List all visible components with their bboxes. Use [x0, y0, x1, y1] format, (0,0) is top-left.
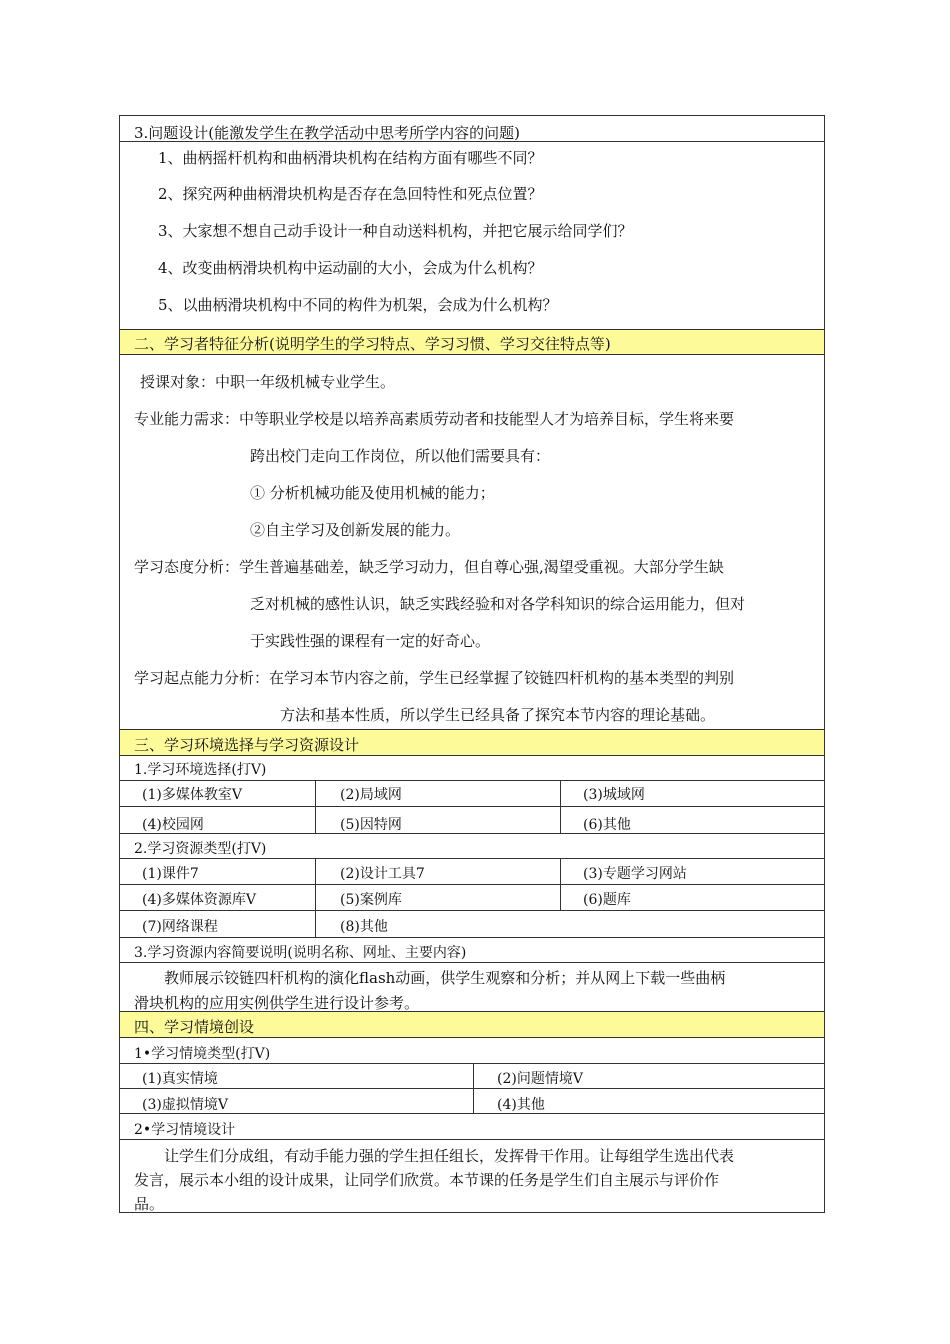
resource-option: (7)网络课程	[142, 919, 218, 935]
resource-option: (2)设计工具7	[340, 866, 425, 882]
section-heading-environment: 三、学习环境选择与学习资源设计	[134, 736, 360, 754]
attitude-line: 学习态度分析：学生普遍基础差，缺乏学习动力，但自尊心强,渴望受重视。大部分学生缺	[134, 558, 724, 576]
resource-option: (1)课件7	[142, 866, 199, 882]
divider	[120, 937, 824, 938]
divider	[120, 910, 824, 911]
situation-option: (4)其他	[497, 1097, 545, 1113]
divider	[120, 141, 824, 142]
divider	[120, 806, 824, 807]
resource-option: (8)其他	[340, 919, 388, 935]
divider	[120, 858, 824, 859]
divider	[120, 1037, 824, 1038]
divider	[120, 755, 824, 756]
divider	[120, 780, 824, 781]
start-ability-line: 学习起点能力分析：在学习本节内容之前，学生已经掌握了铰链四杆机构的基本类型的判别	[134, 669, 735, 687]
lesson-plan-table	[119, 115, 825, 1213]
situation-option: (1)真实情境	[142, 1071, 218, 1087]
env-option: (2)局域网	[340, 787, 402, 803]
ability-need-line: 专业能力需求：中等职业学校是以培养高素质劳动者和技能型人才为培养目标，学生将来要	[134, 410, 735, 428]
question-item: 5、以曲柄滑块机构中不同的构件为机架，会成为什么机构？	[158, 296, 558, 314]
situation-design-line: 发言，展示本小组的设计成果，让同学们欣赏。本节课的任务是学生们自主展示与评价作	[134, 1171, 720, 1189]
divider	[120, 1063, 824, 1064]
resource-type-title: 2.学习资源类型(打V)	[134, 841, 267, 857]
divider	[120, 354, 824, 355]
situation-design-line: 让学生们分成组，有动手能力强的学生担任组长，发挥骨干作用。让每组学生选出代表	[164, 1147, 735, 1165]
question-item: 1、曲柄摇杆机构和曲柄滑块机构在结构方面有哪些不同？	[158, 149, 543, 167]
start-ability-line: 方法和基本性质，所以学生已经具备了探究本节内容的理论基础。	[280, 706, 716, 724]
resource-option: (3)专题学习网站	[583, 866, 687, 882]
env-option: (3)城域网	[583, 787, 645, 803]
situation-design-line: 品。	[134, 1195, 165, 1213]
question-item: 3、大家想不想自己动手设计一种自动送料机构，并把它展示给同学们？	[158, 222, 633, 240]
question-item: 4、改变曲柄滑块机构中运动副的大小，会成为什么机构？	[158, 259, 543, 277]
situation-option: (2)问题情境V	[497, 1071, 583, 1087]
section-heading-situation: 四、学习情境创设	[134, 1018, 255, 1036]
resource-desc-title: 3.学习资源内容简要说明(说明名称、网址、主要内容)	[134, 945, 467, 961]
resource-desc-line: 教师展示铰链四杆机构的演化flash动画，供学生观察和分析；并从网上下载一些曲柄	[164, 969, 726, 987]
section-heading-learner: 二、学习者特征分析(说明学生的学习特点、学习习惯、学习交往特点等)	[134, 335, 611, 353]
question-item: 2、探究两种曲柄滑块机构是否存在急回特性和死点位置？	[158, 185, 543, 203]
env-option: (5)因特网	[340, 817, 402, 833]
attitude-line: 于实践性强的课程有一定的好奇心。	[250, 632, 491, 650]
env-select-title: 1.学习环境选择(打V)	[134, 762, 267, 778]
resource-option: (4)多媒体资源库V	[142, 892, 256, 908]
env-option: (4)校园网	[142, 817, 204, 833]
divider	[120, 833, 824, 834]
attitude-line: 乏对机械的感性认识，缺乏实践经验和对各学科知识的综合运用能力，但对	[250, 595, 746, 613]
divider	[120, 884, 824, 885]
divider	[120, 1139, 824, 1140]
divider	[120, 962, 824, 963]
teaching-target: 授课对象：中职一年级机械专业学生。	[140, 373, 396, 391]
situation-option: (3)虚拟情境V	[142, 1097, 228, 1113]
situation-type-title: 1•学习情境类型(打V)	[134, 1046, 271, 1062]
situation-design-title: 2•学习情境设计	[134, 1122, 236, 1138]
env-option: (1)多媒体教室V	[142, 787, 242, 803]
divider	[120, 1113, 824, 1114]
resource-option: (6)题库	[583, 892, 631, 908]
problem-design-title: 3.问题设计(能激发学生在教学活动中思考所学内容的问题)	[134, 124, 521, 142]
ability-need-line: 跨出校门走向工作岗位，所以他们需要具有：	[250, 447, 551, 465]
resource-desc-line: 滑块机构的应用实例供学生进行设计参考。	[134, 994, 420, 1012]
divider	[120, 1088, 824, 1089]
resource-option: (5)案例库	[340, 892, 402, 908]
ability-item: ②自主学习及创新发展的能力。	[250, 521, 461, 539]
ability-item: ① 分析机械功能及使用机械的能力；	[250, 484, 495, 502]
grid-line	[315, 858, 316, 937]
env-option: (6)其他	[583, 817, 631, 833]
